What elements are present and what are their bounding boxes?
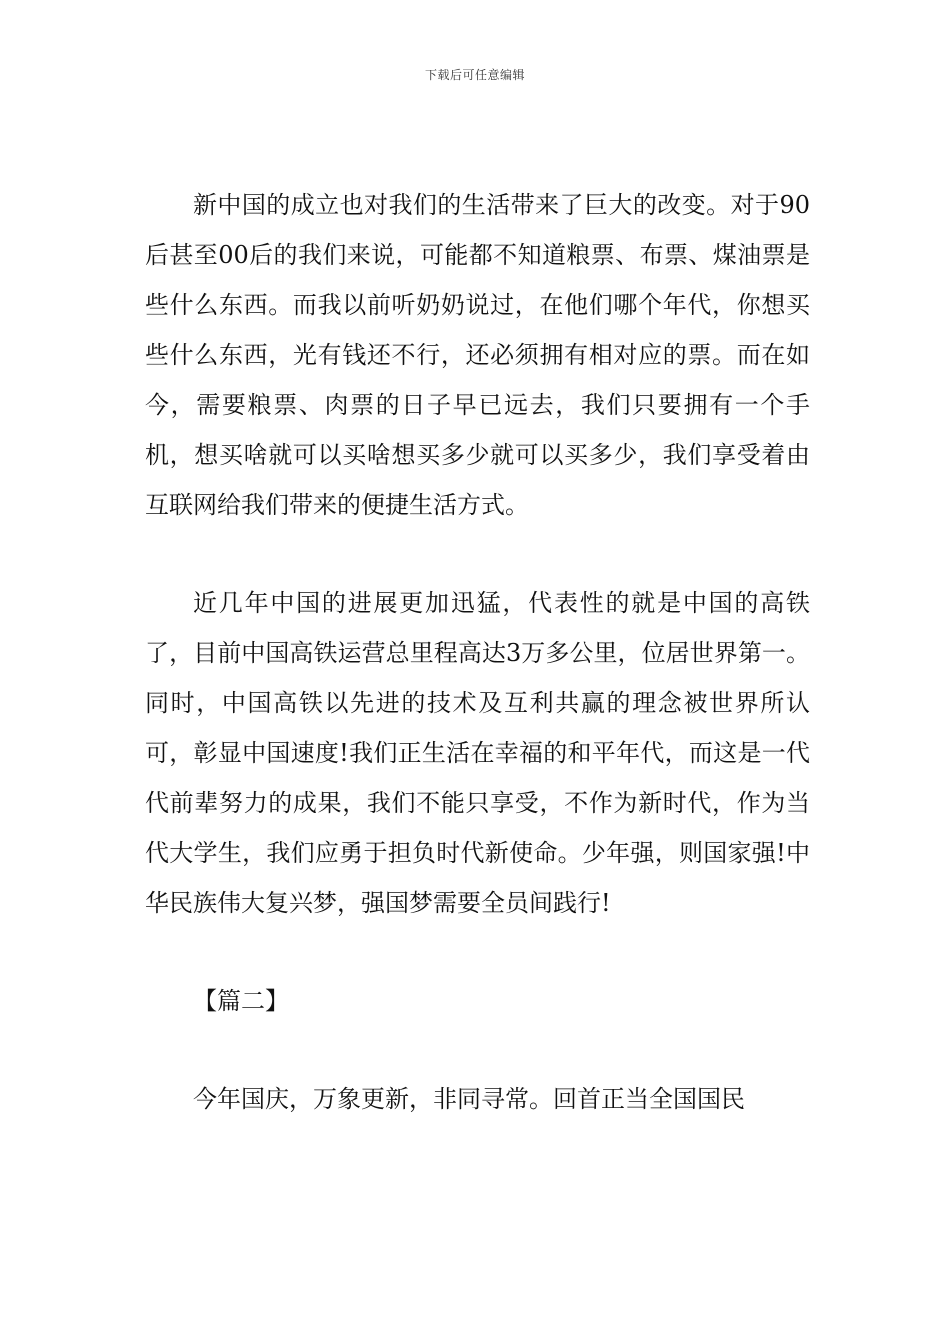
paragraph-high-speed-rail: 近几年中国的进展更加迅猛，代表性的就是中国的高铁了，目前中国高铁运营总里程高达3万多公里，位居世界第一。同时，中国高铁以先进的技术及互利共赢的理念被世界所认可，彰显中国速度!我们正生活在幸福的和平年代，而这是一代代前辈努力的成果，我们不能只享受，不作为新时代，作为当代大学生，我们应勇于担负时代新使命。少年强，则国家强!中华民族伟大复兴梦，强国梦需要全员间践行! (145, 589, 810, 917)
paragraph-national-day: 今年国庆，万象更新，非同寻常。回首正当全国国民 (193, 1085, 745, 1113)
section-heading: 【篇二】 (193, 987, 289, 1015)
page-header: 下载后可任意编辑 (424, 68, 525, 82)
document-body (145, 180, 810, 1124)
paragraph-new-china-life: 新中国的成立也对我们的生活带来了巨大的改变。对于90后甚至00后的我们来说，可能都不知道粮票、布票、煤油票是些什么东西。而我以前听奶奶说过，在他们哪个年代，你想买些什么东西，光有钱还不行，还必须拥有相对应的票。而在如今，需要粮票、肉票的日子早已远去，我们只要拥有一个手机，想买啥就可以买啥想买多少就可以买多少，我们享受着由互联网给我们带来的便捷生活方式。 (145, 191, 810, 519)
